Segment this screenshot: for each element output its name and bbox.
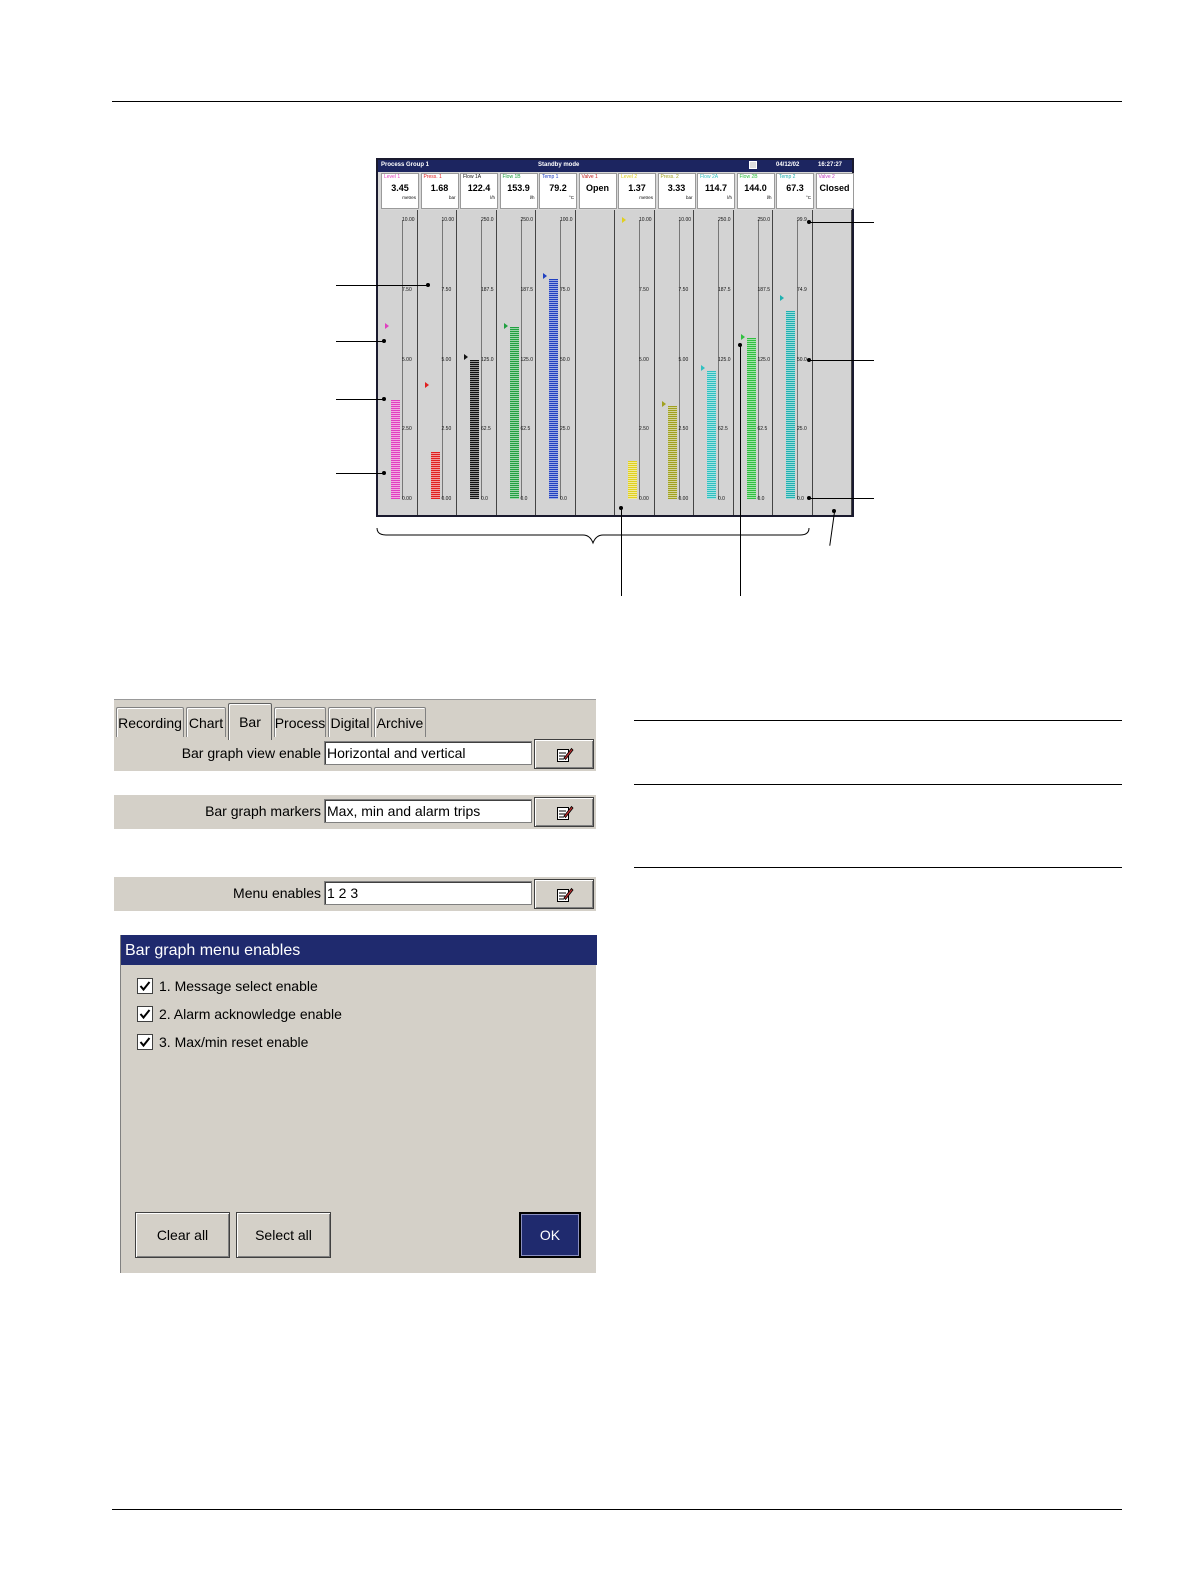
scale-tick-label: 125.0 xyxy=(520,356,534,363)
bar-markers-row xyxy=(114,795,596,829)
max-marker-icon xyxy=(543,273,547,279)
channel-header xyxy=(737,173,775,209)
tab-process[interactable]: Process xyxy=(274,707,326,737)
checkbox[interactable] xyxy=(137,978,153,994)
bar-view-row xyxy=(114,737,596,771)
channel-value: 67.3 xyxy=(786,183,804,193)
channel-header xyxy=(618,173,656,209)
disk-icon xyxy=(749,161,757,169)
bar-column xyxy=(694,210,734,515)
scale-tick-label: 125.0 xyxy=(718,356,731,363)
menu-enables-row xyxy=(114,877,596,911)
select-all-button[interactable]: Select all xyxy=(236,1212,331,1258)
scale-tick-label: 7.50 xyxy=(402,286,412,293)
callout-dot xyxy=(382,339,386,343)
scale-tick-label: 10.00 xyxy=(402,217,415,223)
option-alarm-acknowledge[interactable] xyxy=(137,1004,342,1024)
option-label: 2. Alarm acknowledge enable xyxy=(159,1006,342,1022)
tab-chart[interactable]: Chart xyxy=(186,707,226,737)
scale-tick-label: 0.0 xyxy=(797,496,804,502)
max-marker-icon xyxy=(780,295,784,301)
scale-tick-label: 10.00 xyxy=(639,217,652,223)
scale-tick-label: 50.0 xyxy=(560,356,570,363)
menu-enables-field[interactable]: 1 2 3 xyxy=(324,881,532,905)
ok-button[interactable]: OK xyxy=(519,1212,581,1258)
clear-all-button[interactable]: Clear all xyxy=(135,1212,230,1258)
bar-markers-field[interactable]: Max, min and alarm trips xyxy=(324,799,532,823)
callout-leader xyxy=(810,360,874,361)
channel-header xyxy=(816,173,854,209)
bar-fill xyxy=(628,461,637,499)
bar-view-edit-button[interactable] xyxy=(534,739,594,769)
section-rule xyxy=(634,867,1122,868)
channel-header xyxy=(539,173,577,209)
channel-value: 144.0 xyxy=(744,183,767,193)
bar-fill xyxy=(747,338,756,499)
callout-dot xyxy=(619,506,623,510)
channel-header-strip xyxy=(378,172,852,210)
scale-tick-label: 250.0 xyxy=(520,217,534,223)
top-rule xyxy=(112,101,1122,102)
scale-tick-label: 0.0 xyxy=(560,496,567,502)
scale-tick-label: 0.0 xyxy=(481,496,488,502)
callout-dot xyxy=(738,343,742,347)
channel-name: Valve 2 xyxy=(818,174,835,180)
callout-leader xyxy=(336,285,428,286)
scale-tick-label: 0.0 xyxy=(757,496,765,502)
time-readout: 16:27:27 xyxy=(818,162,843,168)
bar-fill xyxy=(668,406,677,499)
callout-dot xyxy=(807,220,811,224)
callout-leader xyxy=(740,345,741,596)
option-maxmin-reset[interactable] xyxy=(137,1032,308,1052)
scale-tick-label: 0.00 xyxy=(678,496,689,502)
channel-value: 3.45 xyxy=(391,183,409,193)
channel-header xyxy=(697,173,735,209)
channel-name: Valve 1 xyxy=(581,174,598,180)
max-marker-icon xyxy=(425,382,429,388)
channel-header xyxy=(381,173,419,209)
bar-fill xyxy=(510,327,519,499)
channel-header xyxy=(460,173,498,209)
callout-dot xyxy=(382,397,386,401)
checkbox[interactable] xyxy=(137,1006,153,1022)
channel-unit: bar xyxy=(448,195,456,200)
channel-header xyxy=(776,173,814,209)
channel-unit: bar xyxy=(685,195,693,200)
scale-tick-label: 0.0 xyxy=(520,496,528,502)
dialog-title: Bar graph menu enables xyxy=(121,935,597,965)
scale-tick-label: 5.00 xyxy=(441,356,452,363)
scale-tick-label: 0.0 xyxy=(718,496,725,502)
channel-unit: metres xyxy=(639,195,653,200)
channel-value: 1.37 xyxy=(628,183,646,193)
channel-value: Open xyxy=(585,183,609,193)
menu-enables-label: Menu enables xyxy=(233,885,321,901)
bar-column xyxy=(615,210,655,515)
callout-dot xyxy=(807,496,811,500)
scale-tick-label: 10.00 xyxy=(441,217,455,223)
channel-unit: l/h xyxy=(529,195,535,200)
bar-column xyxy=(536,210,576,515)
scale-tick-label: 250.0 xyxy=(481,217,494,223)
channel-unit: metres xyxy=(402,195,416,200)
scale-tick-label: 7.50 xyxy=(678,286,689,293)
channel-name: Temp 1 xyxy=(542,174,559,180)
channel-name: Level 2 xyxy=(621,174,638,180)
scale-tick-label: 7.50 xyxy=(639,286,649,293)
scale-tick-label: 250.0 xyxy=(718,217,731,223)
option-message-select[interactable] xyxy=(137,976,318,996)
process-group-title: Process Group 1 xyxy=(381,162,430,168)
channel-header xyxy=(579,173,617,209)
bar-column xyxy=(457,210,497,515)
bar-fill xyxy=(470,360,479,500)
scale-tick-label: 62.5 xyxy=(520,426,531,433)
scale-tick-label: 62.5 xyxy=(757,426,768,433)
channel-header xyxy=(500,173,538,209)
callout-dot xyxy=(807,358,811,362)
callout-leader xyxy=(621,508,622,596)
bar-view-label: Bar graph view enable xyxy=(181,745,321,761)
scale-tick-label: 10.00 xyxy=(678,217,692,223)
channel-header xyxy=(421,173,459,209)
tab-archive[interactable]: Archive xyxy=(374,707,426,737)
channel-name: Press. 2 xyxy=(660,174,679,180)
scale-tick-label: 50.0 xyxy=(797,356,807,363)
channel-name: Flow 2B xyxy=(739,174,758,180)
scale-tick-label: 125.0 xyxy=(757,356,771,363)
bar-view-field[interactable]: Horizontal and vertical xyxy=(324,741,532,765)
callout-dot xyxy=(832,509,836,513)
channel-name: Temp 2 xyxy=(779,174,796,180)
scale-tick-label: 62.5 xyxy=(718,426,728,433)
channel-unit: °C xyxy=(805,195,811,200)
scale-tick-label: 2.50 xyxy=(441,426,452,433)
channel-unit: l/h xyxy=(727,195,732,200)
scale-tick-label: 74.9 xyxy=(797,286,807,293)
callout-leader xyxy=(810,222,874,223)
channel-name: Level 1 xyxy=(384,174,401,180)
bar-column xyxy=(655,210,695,515)
bar-fill xyxy=(431,452,440,499)
channel-name: Flow 2A xyxy=(700,174,719,180)
scale-tick-label: 25.0 xyxy=(560,426,570,433)
scale-tick-label: 0.00 xyxy=(639,496,649,502)
checkbox[interactable] xyxy=(137,1034,153,1050)
callout-leader xyxy=(336,473,384,474)
check-icon xyxy=(139,1036,151,1048)
channel-unit: °C xyxy=(568,195,574,200)
edit-pencil-icon xyxy=(556,804,574,822)
scale-tick-label: 187.5 xyxy=(481,286,494,293)
option-label: 3. Max/min reset enable xyxy=(159,1034,309,1050)
menu-enables-edit-button[interactable] xyxy=(534,879,594,909)
check-icon xyxy=(139,980,151,992)
scale-tick-label: 2.50 xyxy=(639,426,649,433)
scale-tick-label: 7.50 xyxy=(441,286,452,293)
bar-column xyxy=(576,210,616,515)
channel-value: 1.68 xyxy=(430,183,449,193)
scale-tick-label: 0.00 xyxy=(441,496,452,502)
callout-leader xyxy=(810,498,874,499)
recorder-screen xyxy=(376,158,854,517)
tab-recording[interactable]: Recording xyxy=(116,707,184,737)
callout-leader xyxy=(336,399,384,400)
screen-title-bar xyxy=(378,160,852,172)
tab-bar[interactable]: Bar xyxy=(228,703,272,740)
max-marker-icon xyxy=(385,323,389,329)
section-rule xyxy=(634,784,1122,785)
channel-name: Press. 1 xyxy=(423,174,442,180)
tab-digital[interactable]: Digital xyxy=(328,707,372,737)
scale-tick-label: 5.00 xyxy=(639,356,649,363)
menu-enables-dialog xyxy=(120,935,596,1273)
max-marker-icon xyxy=(504,323,508,329)
max-marker-icon xyxy=(622,217,626,223)
mode-status: Standby mode xyxy=(538,162,580,168)
config-tab-bar xyxy=(114,699,596,739)
scale-tick-label: 75.0 xyxy=(560,286,570,293)
channel-name: Flow 1B xyxy=(502,174,521,180)
channel-value: 153.9 xyxy=(507,183,530,193)
max-marker-icon xyxy=(464,354,468,360)
section-rule xyxy=(634,720,1122,721)
bar-column xyxy=(418,210,458,515)
callout-leader xyxy=(336,341,384,342)
channel-unit: l/h xyxy=(766,195,772,200)
bar-markers-label: Bar graph markers xyxy=(205,803,321,819)
check-icon xyxy=(139,1008,151,1020)
option-label: 1. Message select enable xyxy=(159,978,318,994)
bar-fill xyxy=(707,371,716,499)
scale-tick-label: 62.5 xyxy=(481,426,491,433)
channel-group-brace xyxy=(376,527,810,545)
bar-fill xyxy=(391,400,400,499)
bar-fill xyxy=(786,311,795,499)
scale-tick-label: 25.0 xyxy=(797,426,807,433)
edit-pencil-icon xyxy=(556,886,574,904)
bar-markers-edit-button[interactable] xyxy=(534,797,594,827)
scale-tick-label: 5.00 xyxy=(402,356,412,363)
bar-fill xyxy=(549,279,558,499)
channel-unit: l/h xyxy=(490,195,495,200)
channel-value: 114.7 xyxy=(704,183,728,193)
channel-header xyxy=(658,173,696,209)
channel-value: 3.33 xyxy=(667,183,686,193)
bar-column xyxy=(813,210,853,515)
scale-tick-label: 187.5 xyxy=(757,286,771,293)
channel-name: Flow 1A xyxy=(463,174,482,180)
date-readout: 04/12/02 xyxy=(776,162,800,168)
max-marker-icon xyxy=(662,401,666,407)
max-marker-icon xyxy=(741,334,745,340)
bottom-rule xyxy=(112,1509,1122,1510)
scale-tick-label: 99.9 xyxy=(797,217,807,223)
channel-value: Closed xyxy=(819,183,850,193)
bar-graph-area xyxy=(378,210,852,515)
scale-tick-label: 187.5 xyxy=(520,286,534,293)
channel-value: 79.2 xyxy=(549,183,567,193)
max-marker-icon xyxy=(701,365,705,371)
channel-value: 122.4 xyxy=(467,183,491,193)
bar-column xyxy=(378,210,418,515)
scale-tick-label: 250.0 xyxy=(757,217,771,223)
callout-dot xyxy=(426,283,430,287)
scale-tick-label: 100.0 xyxy=(560,217,573,223)
bar-column xyxy=(773,210,813,515)
edit-pencil-icon xyxy=(556,746,574,764)
callout-dot xyxy=(382,471,386,475)
scale-tick-label: 187.5 xyxy=(718,286,731,293)
scale-tick-label: 5.00 xyxy=(678,356,689,363)
scale-tick-label: 2.50 xyxy=(402,426,412,433)
scale-tick-label: 2.50 xyxy=(678,426,689,433)
scale-tick-label: 125.0 xyxy=(481,356,494,363)
bar-column xyxy=(497,210,537,515)
callout-leader xyxy=(829,512,835,546)
scale-tick-label: 0.00 xyxy=(402,496,412,502)
